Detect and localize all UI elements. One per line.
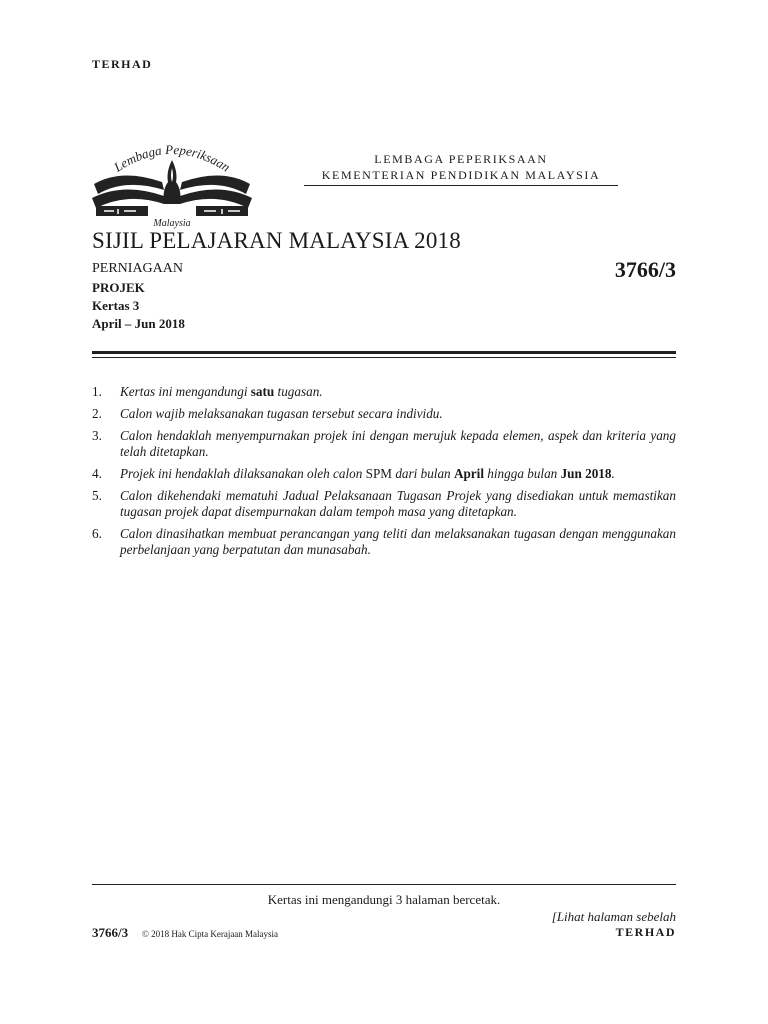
paper-code: 3766/3 — [614, 257, 676, 282]
instruction-text — [120, 488, 676, 520]
instruction-fragment: . — [611, 466, 615, 481]
instruction-fragment: Kertas ini mengandungi — [120, 384, 251, 399]
instruction-number: 5. — [92, 488, 102, 503]
instruction-fragment: Calon wajib melaksanakan tugasan tersebut secara individu. — [120, 406, 443, 421]
exam-period: April – Jun 2018 — [92, 316, 185, 331]
instruction-item — [92, 428, 676, 460]
instruction-item — [92, 488, 676, 520]
logo-text-bottom: Malaysia — [153, 218, 191, 229]
instruction-fragment: hingga bulan — [484, 466, 561, 481]
instruction-fragment: Calon dikehendaki mematuhi Jadual Pelaksanaan Tugasan Projek yang disediakan untuk memastikan tugasan projek dapat disempurnakan dalam tempoh masa yang ditetapkan. — [120, 488, 676, 519]
exam-title: SIJIL PELAJARAN MALAYSIA 2018 — [92, 228, 461, 253]
classification-label: TERHAD — [92, 57, 153, 71]
instruction-text — [120, 526, 676, 558]
instruction-number: 3. — [92, 428, 102, 443]
logo-text-top: Lembaga Peperiksaan — [111, 141, 233, 175]
paper-number: Kertas 3 — [92, 298, 140, 313]
instruction-item — [92, 406, 676, 422]
instruction-text — [120, 406, 676, 422]
lembaga-peperiksaan-logo — [92, 138, 252, 230]
instruction-emphasis: satu — [250, 384, 275, 399]
instruction-number: 4. — [92, 466, 102, 481]
lembaga-peperiksaan-crest-icon — [92, 138, 252, 230]
page-count-note: Kertas ini mengandungi 3 halaman bercetak. — [267, 892, 501, 907]
instruction-fragment: Calon dinasihatkan membuat perancangan yang teliti dan melaksanakan tugasan dengan menggunakan perbelanjaan yang berpatutan dan munasabah. — [120, 526, 676, 557]
instruction-item — [92, 384, 676, 400]
header-divider-thick — [92, 351, 676, 354]
instruction-number: 2. — [92, 406, 102, 421]
instruction-text — [120, 384, 676, 400]
instruction-fragment: dari bulan — [392, 466, 454, 481]
org-divider — [304, 185, 618, 186]
instructions-list — [92, 384, 676, 564]
org-name-line1: LEMBAGA PEPERIKSAAN — [374, 152, 548, 166]
copyright-notice: © 2018 Hak Cipta Kerajaan Malaysia — [142, 929, 279, 939]
instruction-emphasis: Jun 2018 — [560, 466, 612, 481]
component-name: PROJEK — [92, 280, 145, 295]
instruction-emphasis: April — [453, 466, 484, 481]
footer-divider — [92, 884, 676, 885]
instruction-fragment: SPM — [365, 466, 393, 481]
subject-name: PERNIAGAAN — [92, 261, 183, 276]
instruction-fragment: tugasan. — [274, 384, 323, 399]
header-divider-thin — [92, 357, 676, 358]
instruction-text — [120, 428, 676, 460]
next-page-note: [Lihat halaman sebelah — [551, 909, 676, 924]
instruction-item — [92, 466, 676, 482]
footer-paper-code: 3766/3 — [92, 925, 129, 940]
instruction-number: 6. — [92, 526, 102, 541]
instruction-text — [120, 466, 676, 482]
instruction-item — [92, 526, 676, 558]
instruction-fragment: Calon hendaklah menyempurnakan projek ini dengan merujuk kepada elemen, aspek dan kriteria yang telah ditetapkan. — [120, 428, 676, 459]
instruction-number: 1. — [92, 384, 102, 399]
footer-classification-label: TERHAD — [615, 925, 676, 939]
instruction-fragment: Projek ini hendaklah dilaksanakan oleh calon — [120, 466, 366, 481]
org-name-line2: KEMENTERIAN PENDIDIKAN MALAYSIA — [321, 168, 601, 182]
